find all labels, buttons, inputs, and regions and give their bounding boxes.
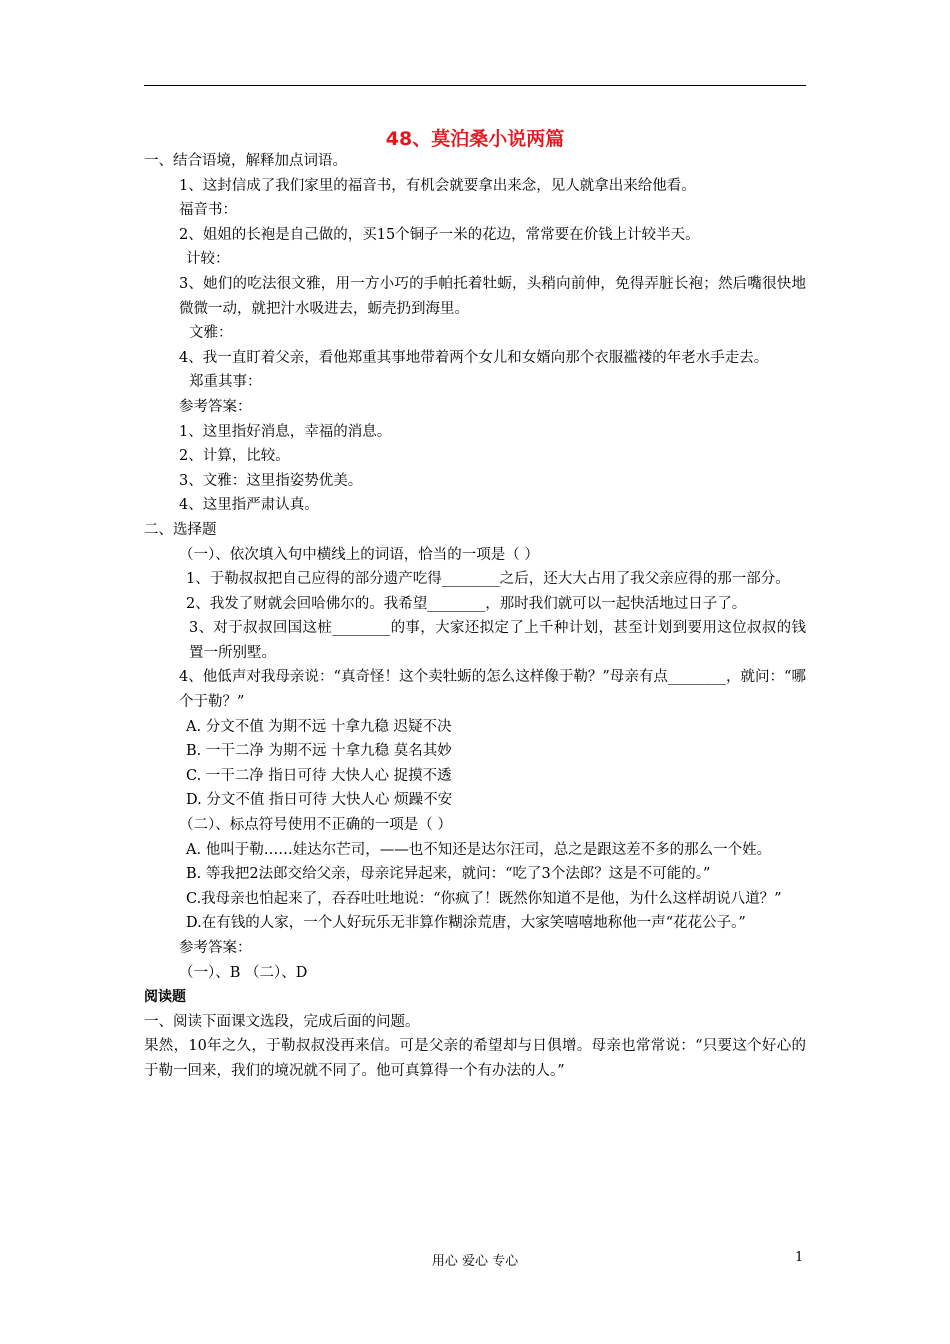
text-line: （二）、标点符号使用不正确的一项是（ ） [179,817,452,834]
text-line: 2、我发了财就会回哈佛尔的。我希望________，那时我们就可以一起快活地过日子了。 [186,595,747,612]
text-line: A. 分文不值 为期不远 十拿九稳 迟疑不决 [186,718,452,735]
text-line: 1、这里指好消息，幸福的消息。 [179,423,392,440]
footer-motto: 用心 爱心 专心 [431,1254,519,1269]
text-line: B. 一干二净 为期不远 十拿九稳 莫名其妙 [186,743,452,760]
text-line: 3、对于叔叔回国这桩________的事，大家还拟定了上千种计划，甚至计划到要用这位叔叔的钱置一所别墅。 [189,620,806,661]
text-line: 一、阅读下面课文选段，完成后面的问题。 [144,1013,420,1030]
text-line: D. 分文不值 指日可待 大快人心 烦躁不安 [186,792,453,809]
text-line: D.在有钱的人家，一个人好玩乐无非算作糊涂荒唐，大家笑嘻嘻地称他一声“花花公子。” [186,915,746,932]
header-rule [144,85,806,86]
text-line: 3、她们的吃法很文雅，用一方小巧的手帕托着牡蛎，头稍向前伸，免得弄脏长袍；然后嘴很快地微微一动，就把汁水吸进去，蛎壳扔到海里。 [179,275,806,317]
text-line: 1、于勒叔叔把自己应得的部分遗产吃得________之后，还大大占用了我父亲应得的那一部分。 [186,571,790,588]
text-line: 郑重其事： [189,374,262,391]
document-body [144,149,806,1084]
page-title: 48、莫泊桑小说两篇 [385,128,565,150]
text-line: 2、姐姐的长袍是自己做的，买15个铜子一米的花边，常常要在价钱上计较半天。 [179,226,700,243]
text-line: A. 他叫于勒……娃达尔芒司，——也不知还是达尔汪司，总之是跟这差不多的那么一个姓。 [186,841,772,858]
text-line: 2、计算，比较。 [179,448,290,465]
text-line: 4、我一直盯着父亲，看他郑重其事地带着两个女儿和女婿向那个衣服褴褛的年老水手走去。 [179,349,769,366]
text-line: 1、这封信成了我们家里的福音书，有机会就要拿出来念，见人就拿出来给他看。 [179,177,696,194]
text-line: 阅读题 [144,989,186,1006]
text-line: 二、选择题 [144,521,217,538]
text-line: 4、他低声对我母亲说：“真奇怪！这个卖牡蛎的怎么这样像于勒？”母亲有点________，就问：“哪个于勒？” [179,669,806,711]
text-line: C.我母亲也怕起来了，吞吞吐吐地说：“你疯了！既然你知道不是他，为什么这样胡说八道？” [186,890,782,907]
text-line: （一）、B （二）、D [179,964,308,981]
text-line: 3、文雅：这里指姿势优美。 [179,472,363,489]
text-line: 4、这里指严肃认真。 [179,497,319,514]
text-line: B. 等我把2法郎交给父亲，母亲诧异起来，就问：“吃了3个法郎？这是不可能的。” [186,866,711,883]
text-line: 计较： [186,251,230,268]
text-line: 参考答案： [179,398,252,415]
page-number: 1 [795,1250,804,1265]
text-line: 果然，10年之久，于勒叔叔没再来信。可是父亲的希望却与日俱增。母亲也常常说：“只要这个好心的于勒一回来，我们的境况就不同了。他可真算得一个有办法的人。” [144,1038,806,1079]
text-line: C. 一干二净 指日可待 大快人心 捉摸不透 [186,767,452,784]
text-line: 一、结合语境，解释加点词语。 [144,153,347,169]
text-line: 参考答案： [179,940,252,956]
text-line: （一）、依次填入句中横线上的词语，恰当的一项是（ ） [179,546,539,563]
text-line: 文雅： [189,325,233,342]
text-line: 福音书： [179,202,237,219]
